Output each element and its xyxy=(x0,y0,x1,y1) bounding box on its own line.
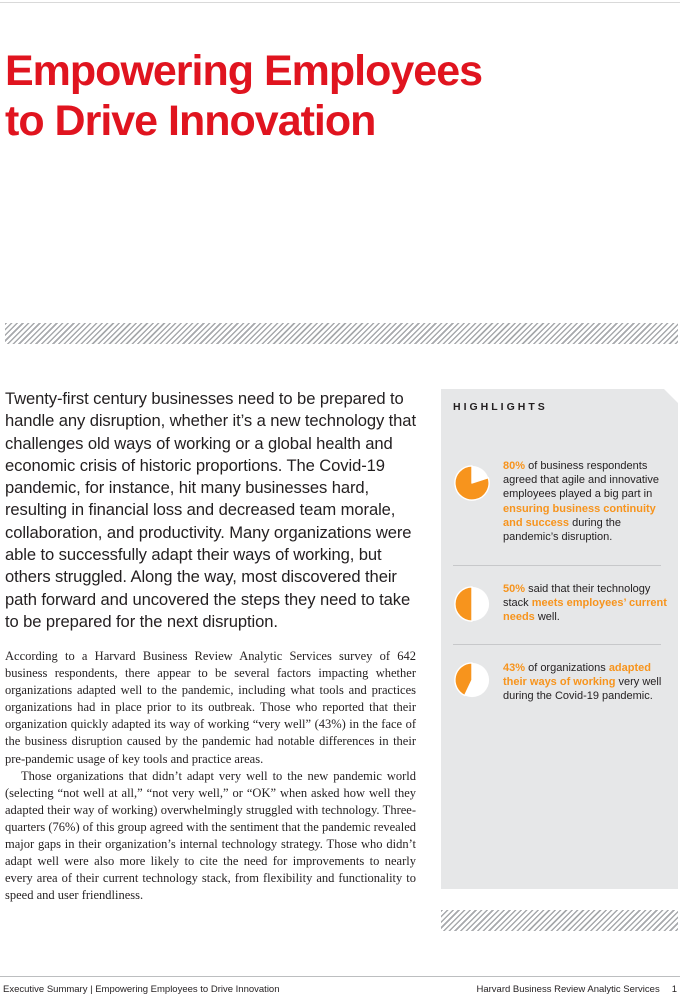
footer-left: Executive Summary | Empowering Employees to Drive Innovation xyxy=(3,984,280,995)
highlight-emphasis: ensuring business continuity and success xyxy=(503,502,656,529)
pie-slice xyxy=(455,587,472,621)
highlight-text-a: of organizations xyxy=(525,662,609,674)
pie-chart-icon xyxy=(453,585,491,623)
highlight-text-b: very well during the Covid-19 pandemic. xyxy=(503,676,662,703)
highlights-sidebar xyxy=(441,389,678,889)
intro-paragraph: Twenty-first century businesses need to be prepared to handle any disruption, whether it’s a new technology that challenges old ways of working or a global health and economic crisis of historic proportions. The Covid-19 pandemic, for instance, hit many businesses hard, resulting in financial loss and decreased team morale, collaboration, and productivity. Many organizations were able to successfully adapt their ways of working, but others struggled. Along the way, most discovered their path forward and uncovered the steps they need to take to be prepared for the next disruption. xyxy=(5,389,416,631)
highlight-emphasis: adapted their ways of working xyxy=(503,662,651,689)
highlight-divider xyxy=(453,565,661,566)
body-paragraph-1: According to a Harvard Business Review Analytic Services survey of 642 business respondents, there appear to be several factors impacting whether organizations adapted well to the pandemic, including what tools and practices organizations had in place prior to its outbreak. Those who reported that their organization quickly adapted its way of working “very well” (43%) in the face of the business disruption caused by the pandemic had notable differences in their pre-pandemic usage of key tools and practice areas. xyxy=(5,649,416,766)
highlight-text xyxy=(503,661,669,704)
sidebar-corner-notch xyxy=(664,389,678,403)
pie-chart-icon xyxy=(453,661,491,699)
hatch-divider-bottom xyxy=(441,910,678,931)
highlight-text-a: said that their technology stack xyxy=(503,583,651,610)
highlight-text-a: of business respondents agreed that agile and innovative employees played a big part in xyxy=(503,460,659,501)
highlight-text-b: during the pandemic’s disruption. xyxy=(503,516,622,544)
highlight-stat: 43% xyxy=(503,662,526,674)
highlight-text xyxy=(503,459,669,544)
highlight-text-b: well. xyxy=(534,611,560,624)
highlights-heading: HIGHLIGHTS xyxy=(453,401,548,413)
body-text xyxy=(5,648,416,904)
page-number: 1 xyxy=(671,984,677,995)
page-title xyxy=(5,46,605,146)
title-line-2: to Drive Innovation xyxy=(5,97,376,145)
highlight-stat: 80% xyxy=(503,460,526,472)
footer-rule xyxy=(0,976,680,977)
hatch-divider-top xyxy=(5,323,678,344)
footer-publisher: Harvard Business Review Analytic Services xyxy=(476,984,660,995)
highlight-stat: 50% xyxy=(503,583,526,595)
body-paragraph-2: Those organizations that didn’t adapt very well to the new pandemic world (selecting “not well at all,” “not very well,” or “OK” when asked how well they adapted their way of working) overwhelmingly struggled with technology. Three-quarters (76%) of this group agreed with the sentiment that the pandemic revealed major gaps in their organization’s internal technology strategy. Those who didn’t adapt well were also more likely to cite the need for improvements to nearly every area of their current technology stack, from flexibility and functionality to speed and user friendliness. xyxy=(5,768,416,903)
highlight-divider xyxy=(453,644,661,645)
title-line-1: Empowering Employees xyxy=(5,47,483,95)
top-rule xyxy=(0,2,680,3)
highlight-emphasis: meets employees’ current needs xyxy=(503,597,667,624)
page-footer xyxy=(0,976,680,997)
footer-right xyxy=(476,984,677,995)
pie-chart-icon xyxy=(453,464,491,502)
highlight-text xyxy=(503,582,669,625)
